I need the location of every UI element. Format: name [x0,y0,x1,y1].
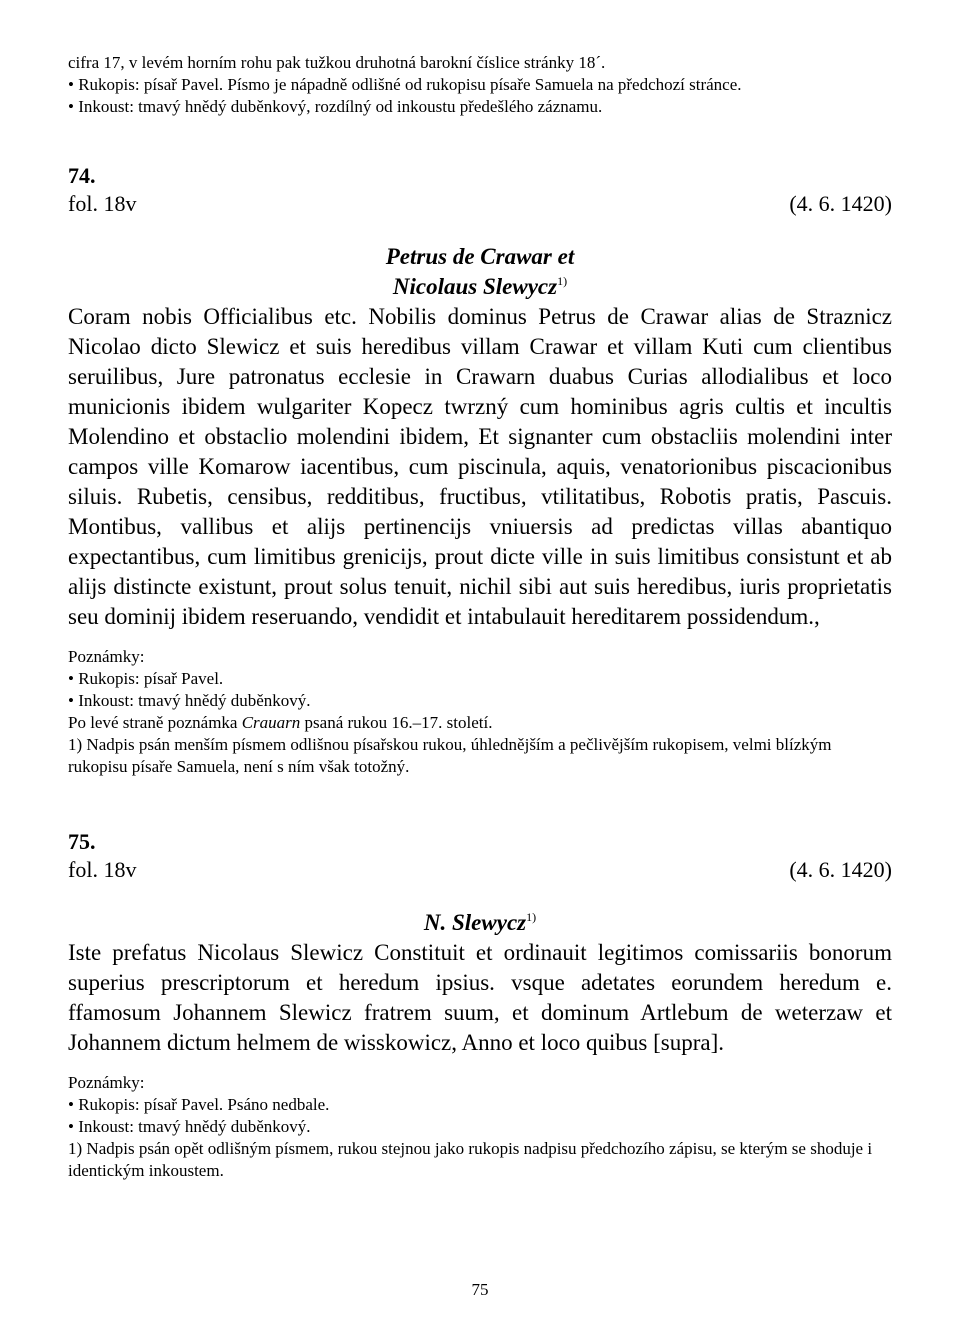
note-line: • Inkoust: tmavý hnědý duběnkový. [68,691,311,710]
notes-heading: Poznámky: [68,1073,145,1092]
folio-row [68,190,892,218]
note-line [68,712,892,734]
title-text: Nicolaus Slewycz [392,274,558,299]
date: (4. 6. 1420) [789,191,892,216]
page-number: 75 [471,1280,489,1299]
folio: fol. 18v [68,191,137,216]
note-text: psaná rukou 16.–17. století. [300,713,493,732]
top-note-line: • Rukopis: písař Pavel. Písmo je nápadně odlišné od rukopisu písaře Samuela na předchozí stránce. [68,75,742,94]
date: (4. 6. 1420) [789,857,892,882]
footnote-marker: 1) [526,910,537,924]
entry-body: Iste prefatus Nicolaus Slewicz Constituit et ordinauit legitimos comissariis bonorum superius prescriptorum et heredum ipsius. vsque adetates eorundem heredum e. ffamosum Johannem Slewicz fratrem suum, et dominum Artlebum de weterzaw et Johannem dictum helmem de wisskowicz, Anno et loco quibus [supra]. [68,940,892,1055]
top-notes [68,52,892,118]
footnote-marker: 1) [557,274,568,288]
entry-number: 75. [68,829,96,854]
title-line-2 [68,272,892,302]
entry-notes [68,646,892,778]
note-line: • Rukopis: písař Pavel. Psáno nedbale. [68,1095,330,1114]
title-text: N. Slewycz [423,910,527,935]
entry-title [68,242,892,302]
entry-notes [68,1072,892,1182]
folio-row [68,856,892,884]
note-text: Po levé straně poznámka [68,713,242,732]
entry-body: Coram nobis Officialibus etc. Nobilis dominus Petrus de Crawar alias de Straznicz Nicolao dicto Slewicz et suis heredibus villam Crawar et villam Kuti cum clientibus seruilibus, Jure patronatus ecclesie in Crawarn duabus Curias allodialibus et loco municionis ibidem wulgariter Kopecz twrzný cum hominibus agris cultis et incultis Molendino et obstaclio molendini ibidem, Et signanter cum obstacliis molendini inter campos ville Komarow iacentibus, cum piscinula, aquis, venatorionibus piscacionibus siluis. Rubetis, censibus, redditibus, fructibus, vtilitatibus, Robotis pratis, Pascuis. Montibus, vallibus et alijs pertinencijs vniuersis ad predictas villas abantiquo expectantibus, cum limitibus grenicijs, prout dicte ville in suis limitibus consistunt et ab alijs distincte existunt, prout solus tenuit, nichil sibi aut suis heredibus, iuris proprietatis seu dominij ibidem reseruando, vendidit et intabulauit hereditarem possidendum., [68,304,892,629]
note-line: 1) Nadpis psán menším písmem odlišnou písařskou rukou, úhlednějším a pečlivějším rukopisem, velmi blízkým rukopisu písaře Samuela, není s ním však totožný. [68,735,832,776]
note-line: • Inkoust: tmavý hnědý duběnkový. [68,1117,311,1136]
top-note-line: • Inkoust: tmavý hnědý duběnkový, rozdílný od inkoustu předešlého záznamu. [68,97,603,116]
note-italic: Crauarn [241,713,301,732]
entry-75 [68,828,892,1182]
entry-number: 74. [68,163,96,188]
entry-title [68,908,892,938]
note-line: 1) Nadpis psán opět odlišným písmem, rukou stejnou jako rukopis nadpisu předchozího zápisu, se kterým se shoduje i identickým inkoustem. [68,1139,873,1180]
folio: fol. 18v [68,857,137,882]
title-line: Petrus de Crawar et [385,244,575,269]
note-line: • Rukopis: písař Pavel. [68,669,224,688]
entry-74 [68,162,892,778]
top-note-line: cifra 17, v levém horním rohu pak tužkou druhotná barokní číslice stránky 18´. [68,53,606,72]
notes-heading: Poznámky: [68,647,145,666]
document-page [68,52,892,1182]
